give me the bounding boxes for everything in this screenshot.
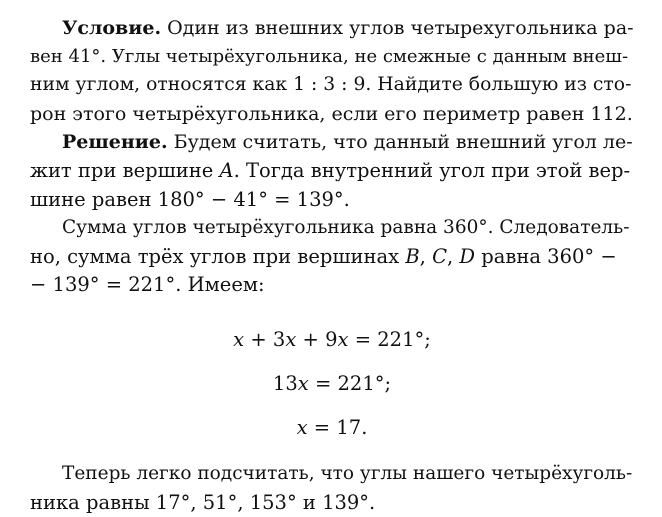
condition-line-3 [30, 71, 634, 100]
equation-1: x + 3x + 9x = 221°; [233, 327, 431, 351]
sum-text-2b: равна 360° − [481, 244, 617, 268]
sum-text-3: − 139° = 221°. Имеем: [30, 273, 265, 297]
condition-label: Условие. [62, 17, 162, 39]
solution-line-3 [30, 186, 634, 215]
condition-line-2 [30, 43, 634, 72]
solution-line-1 [30, 128, 634, 157]
sum-line-2: но, сумма трёх углов при вершинах B, C, D равна 360° − [30, 243, 634, 272]
condition-text-4: рон этого четырёхугольника, если его периметр равен 112. [30, 102, 633, 125]
solution-text-2b: . Тогда внутренний угол при этой вер- [233, 158, 631, 182]
condition-text-2: вен 41°. Углы четырёхугольника, не смежные с данным внеш- [30, 45, 629, 67]
vertex-a: A [219, 158, 234, 182]
solution-line-2 [30, 157, 634, 186]
conclusion-text-2: ника равны 17°, 51°, 153° и 139°. [30, 490, 376, 514]
equations-block [30, 318, 634, 450]
conclusion-line-1 [30, 460, 634, 489]
sum-text-2a: но, сумма трёх углов при вершинах [30, 244, 400, 268]
solution-text-1: Будем считать, что данный внешний угол ле- [173, 131, 633, 154]
vertex-c: C [432, 244, 447, 268]
vertex-b: B [405, 244, 420, 268]
variable-x: x [296, 415, 308, 439]
problem-text [30, 14, 634, 517]
variable-x: x [337, 327, 349, 351]
equation-3: x = 17. [296, 415, 368, 439]
conclusion-line-2 [30, 489, 634, 517]
condition-line-4 [30, 100, 634, 129]
variable-x: x [297, 371, 309, 395]
sum-line-1 [30, 214, 634, 243]
condition-text-3: ним углом, относятся как 1 : 3 : 9. Найдите большую из сто- [30, 74, 632, 96]
condition-line-1 [30, 14, 634, 43]
solution-label: Решение. [62, 131, 168, 154]
variable-x: x [285, 327, 297, 351]
equation-2: 13x = 221°; [272, 371, 392, 395]
variable-x: x [233, 327, 245, 351]
solution-text-3: шине равен 180° − 41° = 139°. [30, 187, 350, 211]
condition-text-1: Один из внешних углов четырехугольника ра- [167, 17, 634, 39]
sum-text-1: Сумма углов четырёхугольника равна 360°. Следователь- [62, 217, 630, 239]
conclusion-text-1: Теперь легко подсчитать, что углы нашего четырёхуголь- [62, 462, 633, 484]
vertex-d: D [459, 244, 476, 268]
solution-text-2a: жит при вершине [30, 158, 214, 182]
sum-line-3 [30, 271, 634, 300]
